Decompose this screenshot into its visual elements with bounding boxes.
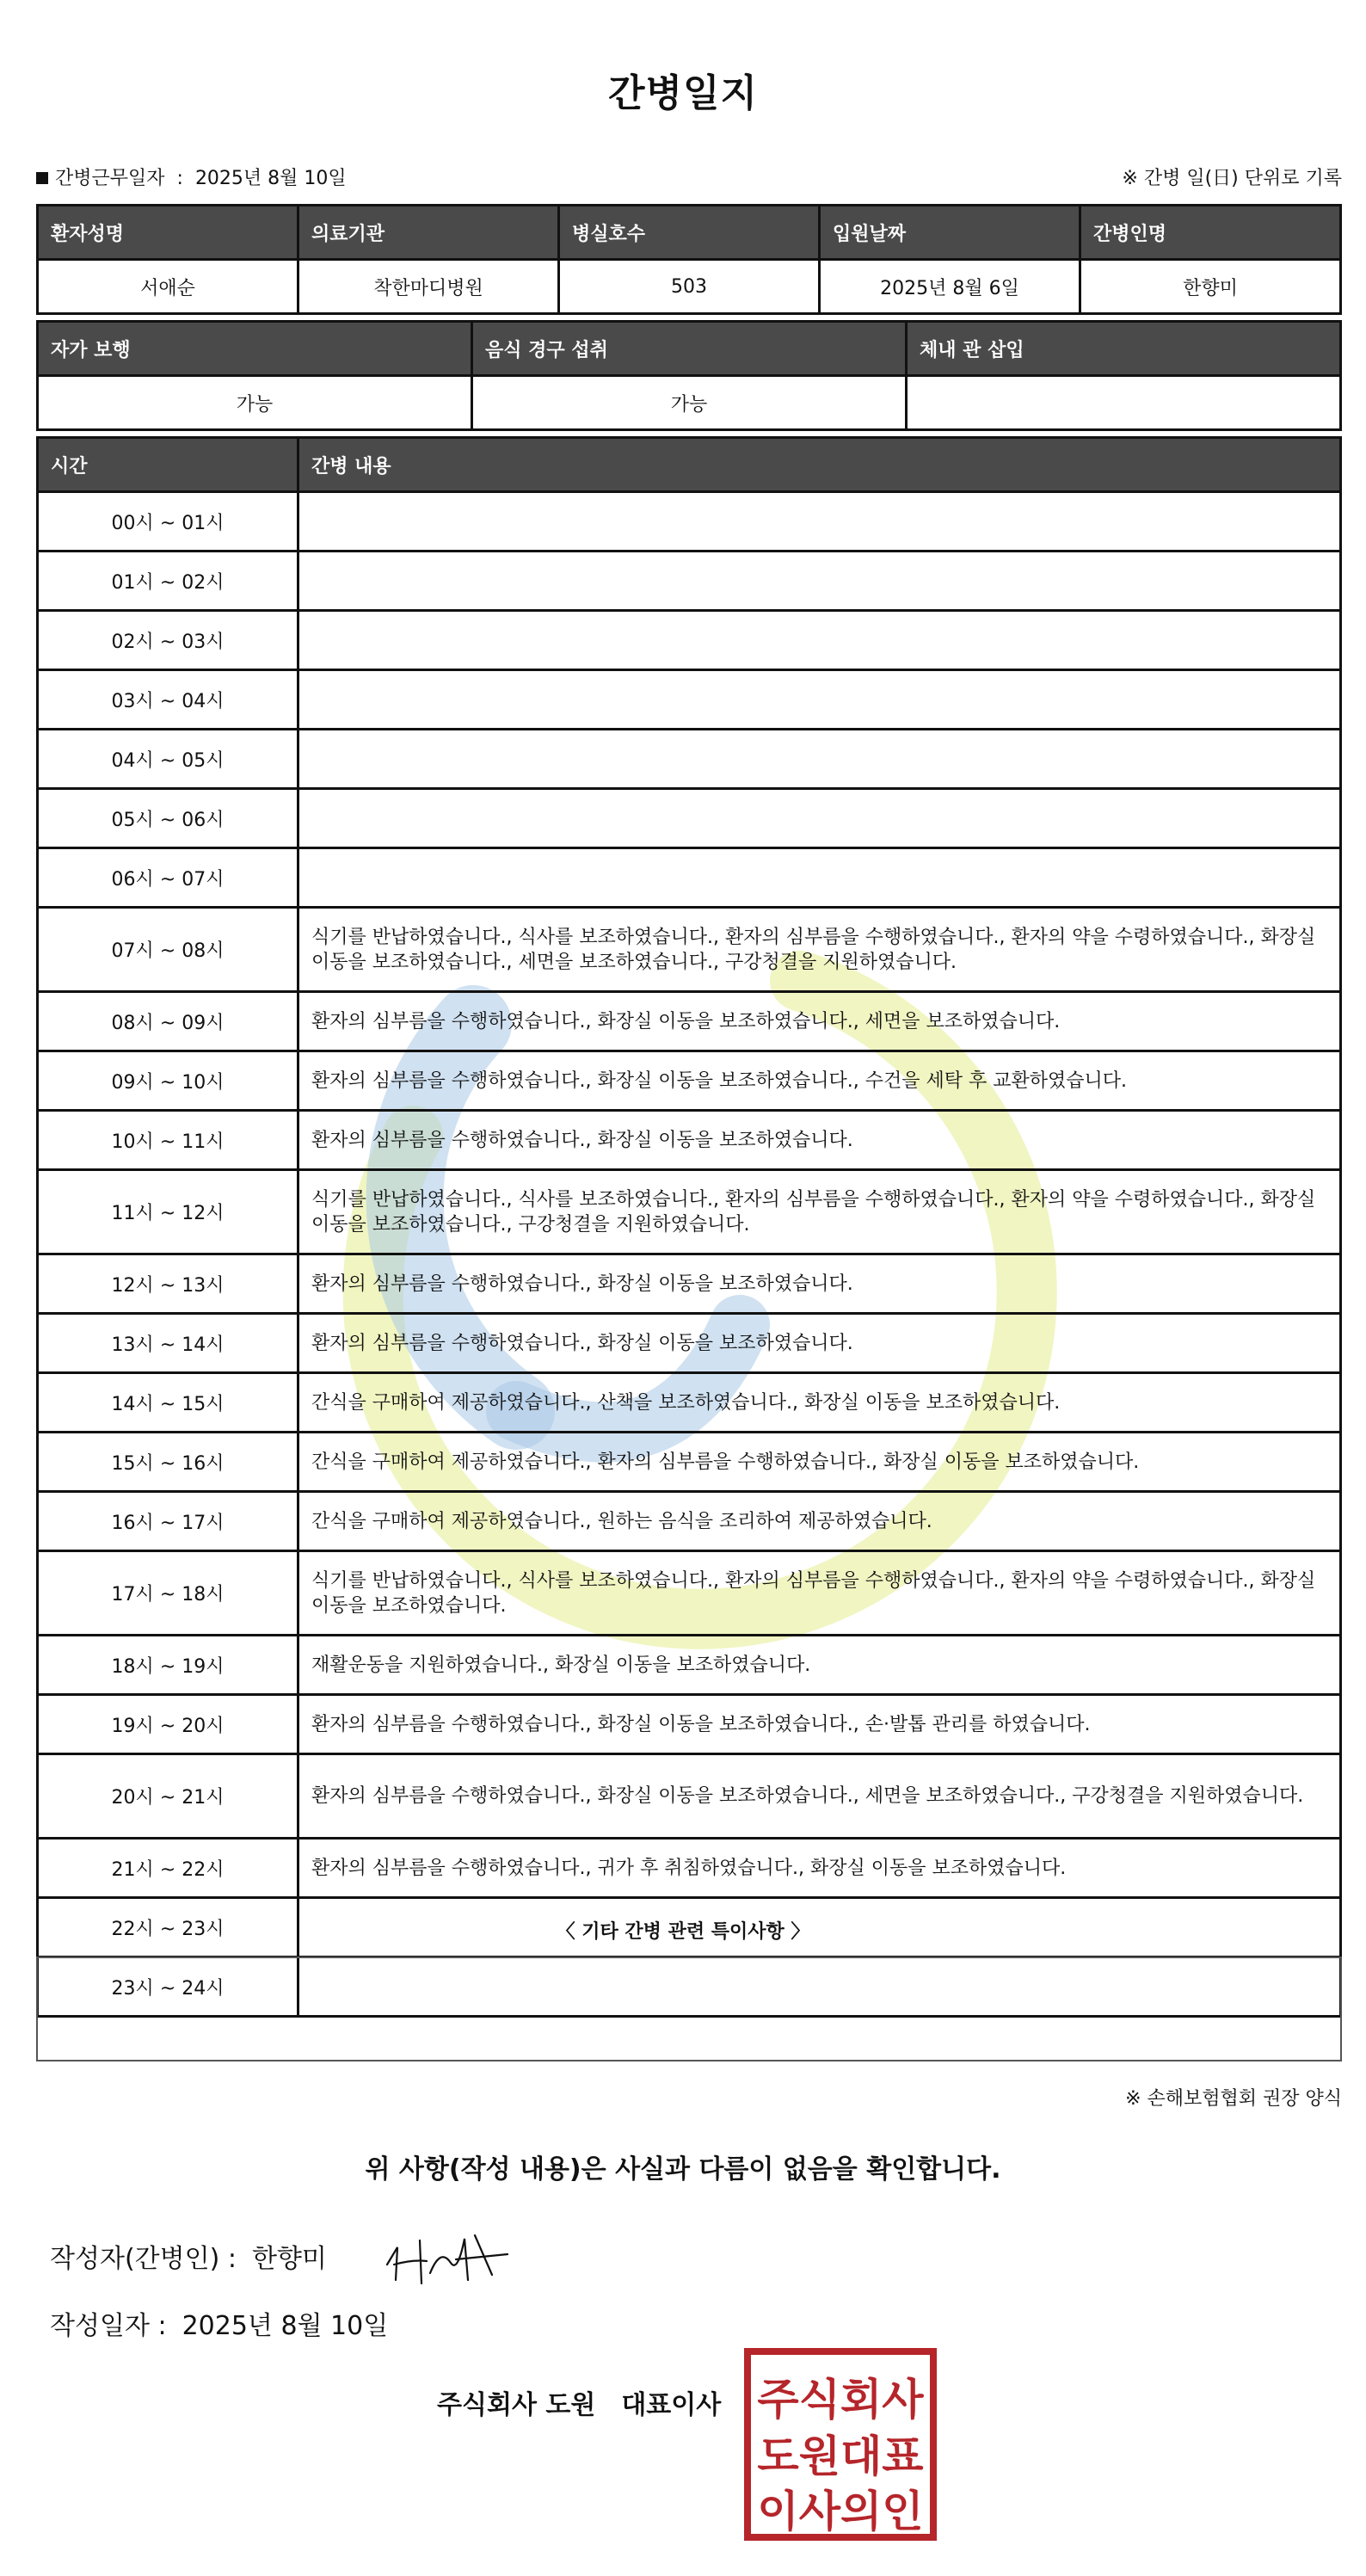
log-row [38, 492, 1341, 552]
special-notes-box [36, 1957, 1342, 2061]
patient-name-header: 환자성명 [38, 206, 298, 260]
log-time-cell: 10시 ~ 11시 [38, 1111, 298, 1170]
log-row [38, 1051, 1341, 1111]
log-content-cell [298, 848, 1341, 908]
oral-intake-header: 음식 경구 섭취 [472, 322, 907, 376]
log-content-cell [298, 552, 1341, 611]
oral-intake-value: 가능 [472, 376, 907, 430]
patient-header-row [38, 206, 1341, 260]
content-header: 간병 내용 [298, 438, 1341, 492]
patient-info-table [36, 204, 1342, 315]
handwritten-signature [378, 2213, 516, 2299]
work-date-info [36, 163, 347, 190]
writer-label: 작성자(간병인) : [50, 2244, 237, 2274]
special-notes-title: 〈 기타 간병 관련 특이사항 〉 [556, 1921, 810, 1943]
log-content-cell: 식기를 반납하였습니다., 식사를 보조하였습니다., 환자의 심부름을 수행하였습니다., 환자의 약을 수령하였습니다., 화장실 이동을 보조하였습니다., 구강청결을 지원하였습니다. [298, 1170, 1341, 1254]
walking-header: 자가 보행 [38, 322, 472, 376]
log-content-cell: 재활운동을 지원하였습니다., 화장실 이동을 보조하였습니다. [298, 1636, 1341, 1695]
log-content-cell: 간식을 구매하여 제공하였습니다., 환자의 심부름을 수행하였습니다., 화장실 이동을 보조하였습니다. [298, 1433, 1341, 1492]
write-date-value: 2025년 8월 10일 [182, 2311, 389, 2341]
admission-date-value: 2025년 8월 6일 [820, 260, 1080, 314]
status-header-row [38, 322, 1341, 376]
log-time-cell: 01시 ~ 02시 [38, 552, 298, 611]
log-row [38, 789, 1341, 848]
log-row [38, 1636, 1341, 1695]
writer-name: 한향미 [251, 2244, 327, 2274]
log-content-cell: 간식을 구매하여 제공하였습니다., 산책을 보조하였습니다., 화장실 이동을 보조하였습니다. [298, 1373, 1341, 1433]
log-time-cell: 00시 ~ 01시 [38, 492, 298, 552]
page-title: 간병일지 [607, 71, 758, 115]
log-time-cell: 22시 ~ 23시 [38, 1898, 298, 1957]
log-time-cell: 11시 ~ 12시 [38, 1170, 298, 1254]
log-row [38, 552, 1341, 611]
log-time-cell: 23시 ~ 24시 [38, 1957, 298, 2017]
log-content-cell: 환자의 심부름을 수행하였습니다., 화장실 이동을 보조하였습니다. [298, 1111, 1341, 1170]
work-date-separator: : [176, 168, 183, 189]
log-row [38, 1170, 1341, 1254]
caregiver-value: 한향미 [1080, 260, 1341, 314]
log-row [38, 1314, 1341, 1373]
seal-line-3: 이사의인 [757, 2487, 924, 2536]
log-row [38, 730, 1341, 789]
log-time-cell: 12시 ~ 13시 [38, 1254, 298, 1314]
record-note: ※ 간병 일(日) 단위로 기록 [1122, 168, 1342, 189]
room-header: 병실호수 [559, 206, 820, 260]
log-content-cell: 식기를 반납하였습니다., 식사를 보조하였습니다., 환자의 심부름을 수행하였습니다., 환자의 약을 수령하였습니다., 화장실 이동을 보조하였습니다., 세면을 보조하였습니다., 구강청결을 지원하였습니다. [298, 908, 1341, 992]
log-content-cell [298, 492, 1341, 552]
seal-line-1: 주식회사 [757, 2375, 924, 2425]
log-content-cell: 환자의 심부름을 수행하였습니다., 화장실 이동을 보조하였습니다., 세면을 보조하였습니다., 구강청결을 지원하였습니다. [298, 1754, 1341, 1839]
log-time-cell: 19시 ~ 20시 [38, 1695, 298, 1754]
log-row [38, 1111, 1341, 1170]
log-row [38, 670, 1341, 730]
log-time-cell: 21시 ~ 22시 [38, 1839, 298, 1898]
writer-line [50, 2237, 327, 2275]
log-row [38, 1492, 1341, 1551]
representative-title: 대표이사 [621, 2390, 722, 2420]
time-header: 시간 [38, 438, 298, 492]
log-row [38, 1695, 1341, 1754]
log-body [38, 492, 1341, 2017]
log-row [38, 1254, 1341, 1314]
tube-value [907, 376, 1341, 430]
log-content-cell: 환자의 심부름을 수행하였습니다., 화장실 이동을 보조하였습니다., 손·발톱 관리를 하였습니다. [298, 1695, 1341, 1754]
log-content-cell: 환자의 심부름을 수행하였습니다., 화장실 이동을 보조하였습니다. [298, 1254, 1341, 1314]
log-row [38, 1754, 1341, 1839]
work-date-label: 간병근무일자 [55, 168, 165, 189]
log-time-cell: 06시 ~ 07시 [38, 848, 298, 908]
log-time-cell: 07시 ~ 08시 [38, 908, 298, 992]
log-row [38, 611, 1341, 670]
care-log-table [36, 436, 1342, 2018]
patient-status-table [36, 320, 1342, 431]
log-content-cell: 환자의 심부름을 수행하였습니다., 귀가 후 취침하였습니다., 화장실 이동을 보조하였습니다. [298, 1839, 1341, 1898]
log-content-cell [298, 789, 1341, 848]
log-time-cell: 20시 ~ 21시 [38, 1754, 298, 1839]
status-value-row [38, 376, 1341, 430]
write-date-line [50, 2304, 388, 2342]
company-seal [743, 2347, 938, 2542]
log-content-cell: 환자의 심부름을 수행하였습니다., 화장실 이동을 보조하였습니다., 수건을 세탁 후 교환하였습니다. [298, 1051, 1341, 1111]
patient-name-value: 서애순 [38, 260, 298, 314]
log-content-cell [298, 670, 1341, 730]
log-row [38, 1551, 1341, 1636]
log-time-cell: 08시 ~ 09시 [38, 992, 298, 1051]
tube-header: 체내 관 삽입 [907, 322, 1341, 376]
log-row [38, 1373, 1341, 1433]
square-bullet-icon [36, 172, 48, 184]
log-header-row [38, 438, 1341, 492]
log-content-cell: 환자의 심부름을 수행하였습니다., 화장실 이동을 보조하였습니다. [298, 1314, 1341, 1373]
log-row [38, 992, 1341, 1051]
walking-value: 가능 [38, 376, 472, 430]
log-time-cell: 15시 ~ 16시 [38, 1433, 298, 1492]
write-date-label: 작성일자 : [50, 2311, 167, 2341]
hospital-value: 착한마디병원 [298, 260, 559, 314]
log-time-cell: 02시 ~ 03시 [38, 611, 298, 670]
source-note: ※ 손해보험협회 권장 양식 [1125, 2088, 1342, 2110]
log-content-cell: 환자의 심부름을 수행하였습니다., 화장실 이동을 보조하였습니다., 세면을 보조하였습니다. [298, 992, 1341, 1051]
patient-value-row [38, 260, 1341, 314]
hospital-header: 의료기관 [298, 206, 559, 260]
log-time-cell: 09시 ~ 10시 [38, 1051, 298, 1111]
log-time-cell: 16시 ~ 17시 [38, 1492, 298, 1551]
log-time-cell: 05시 ~ 06시 [38, 789, 298, 848]
log-time-cell: 03시 ~ 04시 [38, 670, 298, 730]
log-row [38, 848, 1341, 908]
log-time-cell: 14시 ~ 15시 [38, 1373, 298, 1433]
work-date-value: 2025년 8월 10일 [194, 168, 347, 189]
log-row [38, 1433, 1341, 1492]
log-row [38, 1839, 1341, 1898]
admission-date-header: 입원날짜 [820, 206, 1080, 260]
company-line [437, 2383, 721, 2421]
confirm-statement: 위 사항(작성 내용)은 사실과 다름이 없음을 확인합니다. [365, 2154, 1001, 2185]
log-content-cell [298, 730, 1341, 789]
log-row [38, 908, 1341, 992]
log-content-cell: 식기를 반납하였습니다., 식사를 보조하였습니다., 환자의 심부름을 수행하였습니다., 환자의 약을 수령하였습니다., 화장실 이동을 보조하였습니다. [298, 1551, 1341, 1636]
company-name: 주식회사 도원 [437, 2390, 596, 2420]
log-time-cell: 13시 ~ 14시 [38, 1314, 298, 1373]
log-time-cell: 04시 ~ 05시 [38, 730, 298, 789]
log-time-cell: 18시 ~ 19시 [38, 1636, 298, 1695]
log-content-cell [298, 611, 1341, 670]
log-time-cell: 17시 ~ 18시 [38, 1551, 298, 1636]
room-value: 503 [559, 260, 820, 314]
caregiver-header: 간병인명 [1080, 206, 1341, 260]
log-content-cell: 간식을 구매하여 제공하였습니다., 원하는 음식을 조리하여 제공하였습니다. [298, 1492, 1341, 1551]
seal-line-2: 도원대표 [757, 2431, 924, 2481]
